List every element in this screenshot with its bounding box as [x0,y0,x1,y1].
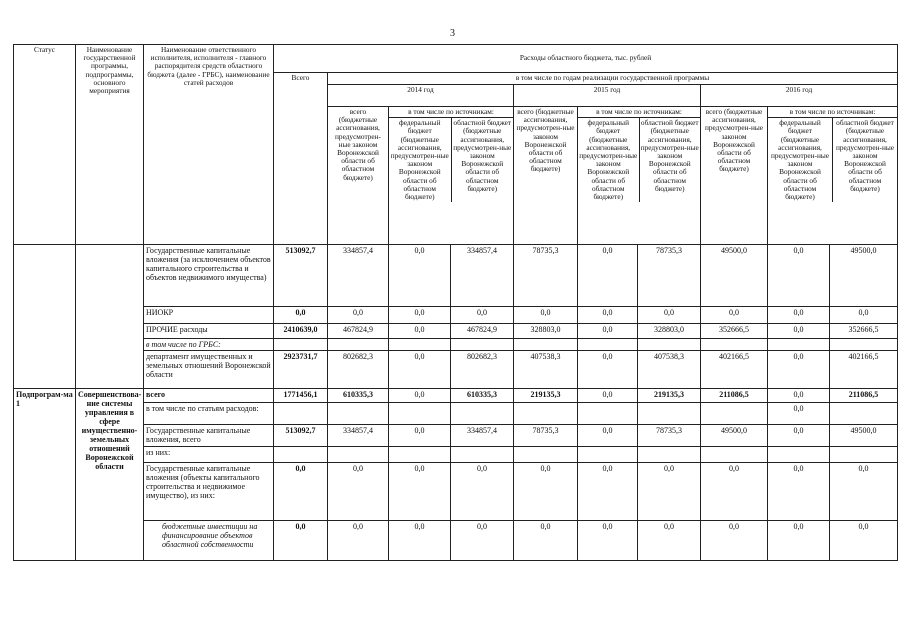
value-cell: 352666,5 [701,324,768,339]
value-cell: 78735,3 [638,245,701,307]
value-cell: 0,0 [830,307,898,324]
value-cell: 49500,0 [830,245,898,307]
value-cell: 49500,0 [701,245,768,307]
header-executor: Наименование ответственного исполнителя, исполнителя - главного распорядителя средств областного бюджета (далее - ГРБС), наименование статей расходов [144,45,274,245]
row-label: из них: [144,447,274,463]
value-cell [514,339,578,351]
value-cell: 802682,3 [328,351,389,389]
value-cell [830,339,898,351]
header-year-2016: 2016 год [701,85,898,107]
value-cell: 0,0 [578,389,638,403]
row-label: всего [144,389,274,403]
header-2014-federal: федеральный бюджет (бюджетные ассигнования, предусмотрен-ные законом Воронежской области об областном бюджете) [389,118,452,202]
value-cell: 467824,9 [451,324,514,339]
value-cell [638,339,701,351]
value-cell: 0,0 [768,307,830,324]
value-cell [578,339,638,351]
value-cell [638,447,701,463]
value-cell: 2410639,0 [274,324,328,339]
value-cell [701,339,768,351]
header-2016-total: всего (бюджетные ассигнования, предусмотрен-ные законом Воронежской области об областном бюджете) [701,107,768,245]
value-cell: 513092,7 [274,245,328,307]
value-cell: 0,0 [514,463,578,521]
value-cell: 0,0 [514,307,578,324]
value-cell [514,403,578,425]
value-cell: 0,0 [768,403,830,425]
value-cell: 49500,0 [701,425,768,447]
value-cell: 0,0 [389,351,451,389]
value-cell [578,447,638,463]
row-label: департамент имущественных и земельных отношений Воронежской области [144,351,274,389]
value-cell: 0,0 [768,389,830,403]
value-cell [451,403,514,425]
value-cell [830,403,898,425]
page-number: 3 [450,28,455,39]
header-2016-by-sources: в том числе по источникам: [768,107,897,118]
value-cell: 0,0 [328,521,389,561]
header-2015-total: всего (бюджетные ассигнования, предусмотрен-ные законом Воронежской области об областном бюджете) [514,107,578,245]
value-cell: 0,0 [274,307,328,324]
value-cell [274,339,328,351]
value-cell [328,403,389,425]
table-row [14,307,898,324]
value-cell: 0,0 [389,521,451,561]
header-2015-federal: федеральный бюджет (бюджетные ассигнования, предусмотрен-ные законом Воронежской области об областном бюджете) [578,118,640,202]
value-cell [328,447,389,463]
program-name-cell [76,245,144,389]
header-expenses: Расходы областного бюджета, тыс. рублей [274,45,898,73]
value-cell: 0,0 [389,463,451,521]
value-cell: 0,0 [768,425,830,447]
value-cell: 0,0 [701,307,768,324]
value-cell [274,447,328,463]
value-cell: 0,0 [578,351,638,389]
value-cell: 0,0 [830,463,898,521]
header-status: Статус [14,45,76,245]
value-cell [451,447,514,463]
table-row [14,339,898,351]
value-cell: 802682,3 [451,351,514,389]
value-cell: 219135,3 [638,389,701,403]
value-cell: 0,0 [768,324,830,339]
table-row [14,425,898,447]
value-cell: 49500,0 [830,425,898,447]
header-year-2014: 2014 год [328,85,514,107]
header-program-name: Наименование государственной программы, подпрограммы, основного мероприятия [76,45,144,245]
value-cell: 0,0 [514,521,578,561]
value-cell [830,447,898,463]
header-2015-regional: областной бюджет (бюджетные ассигнования, предусмотрен-ные законом Воронежской области об областном бюджете) [640,118,699,193]
value-cell: 0,0 [389,307,451,324]
value-cell: 0,0 [578,245,638,307]
value-cell: 610335,3 [451,389,514,403]
header-2016-regional: областной бюджет (бюджетные ассигнования, предусмотрен-ные законом Воронежской области об областном бюджете) [835,118,894,193]
value-cell [389,447,451,463]
value-cell [638,403,701,425]
value-cell: 610335,3 [328,389,389,403]
value-cell: 0,0 [389,389,451,403]
value-cell: 0,0 [451,307,514,324]
value-cell: 0,0 [274,463,328,521]
status-cell [14,245,76,389]
value-cell [701,447,768,463]
table-row [14,403,898,425]
value-cell: 328803,0 [638,324,701,339]
value-cell: 219135,3 [514,389,578,403]
value-cell: 0,0 [701,463,768,521]
value-cell: 334857,4 [328,245,389,307]
table-row [14,521,898,561]
value-cell [768,447,830,463]
value-cell [451,339,514,351]
value-cell: 0,0 [768,351,830,389]
value-cell: 78735,3 [514,425,578,447]
header-total: Всего [274,73,328,245]
value-cell: 328803,0 [514,324,578,339]
row-label: Государственные капитальные вложения (объекты капитального строительства и недвижимое имущество), из них: [144,463,274,521]
header-2014-total: всего (бюджетные ассигнования, предусмотрен-ные законом Воронежской области об областном бюджете) [328,107,389,245]
row-label: НИОКР [144,307,274,324]
value-cell: 402166,5 [701,351,768,389]
value-cell: 467824,9 [328,324,389,339]
value-cell [768,339,830,351]
value-cell: 0,0 [389,245,451,307]
row-label: в том числе по ГРБС: [144,339,274,351]
value-cell: 402166,5 [830,351,898,389]
value-cell: 211086,5 [830,389,898,403]
header-2015-by-sources: в том числе по источникам: [578,107,700,118]
value-cell: 78735,3 [638,425,701,447]
table-row [14,447,898,463]
value-cell [389,339,451,351]
table-row [14,351,898,389]
value-cell: 407538,3 [638,351,701,389]
table-row [14,245,898,307]
value-cell: 1771456,1 [274,389,328,403]
value-cell: 513092,7 [274,425,328,447]
header-year-2015: 2015 год [514,85,701,107]
value-cell: 0,0 [701,521,768,561]
value-cell: 0,0 [578,425,638,447]
value-cell: 0,0 [768,463,830,521]
header-2016-federal: федеральный бюджет (бюджетные ассигнования, предусмотрен-ные законом Воронежской области об областном бюджете) [768,118,833,202]
row-label: в том числе по статьям расходов: [144,403,274,425]
value-cell [389,403,451,425]
value-cell: 334857,4 [451,245,514,307]
value-cell: 0,0 [451,463,514,521]
row-label: бюджетные инвестиции на финансирование объектов областной собственности [144,521,274,561]
value-cell: 407538,3 [514,351,578,389]
value-cell: 0,0 [768,521,830,561]
value-cell: 0,0 [638,521,701,561]
budget-table [13,44,898,561]
value-cell: 0,0 [451,521,514,561]
row-label: ПРОЧИЕ расходы [144,324,274,339]
value-cell: 211086,5 [701,389,768,403]
table-row [14,324,898,339]
value-cell: 0,0 [638,463,701,521]
value-cell: 0,0 [768,245,830,307]
value-cell: 0,0 [578,324,638,339]
value-cell: 0,0 [578,521,638,561]
value-cell: 0,0 [638,307,701,324]
header-2014-by-sources: в том числе по источникам: [389,107,513,118]
value-cell: 334857,4 [328,425,389,447]
row-label: Государственные капитальные вложения, всего [144,425,274,447]
table-row [14,463,898,521]
value-cell [274,403,328,425]
value-cell [328,339,389,351]
value-cell [701,403,768,425]
value-cell: 0,0 [328,463,389,521]
row-label: Государственные капитальные вложения (за исключением объектов капитального строительства и объектов недвижимого имущества) [144,245,274,307]
value-cell [578,403,638,425]
header-by-years: в том числе по годам реализации государственной программы [328,73,898,85]
value-cell: 0,0 [389,425,451,447]
subprogram-status: Подпрограм-ма 1 [14,389,76,561]
table-row [14,389,898,403]
subprogram-name: Совершенствова-ние системы управления в сфере имущественно-земельных отношений Воронежской области [76,389,144,561]
value-cell: 0,0 [274,521,328,561]
value-cell: 334857,4 [451,425,514,447]
value-cell: 0,0 [389,324,451,339]
value-cell: 0,0 [578,307,638,324]
value-cell [514,447,578,463]
value-cell: 0,0 [328,307,389,324]
value-cell: 0,0 [830,521,898,561]
value-cell: 352666,5 [830,324,898,339]
header-2014-regional: областной бюджет (бюджетные ассигнования, предусмотрен-ные законом Воронежской области об областном бюджете) [453,118,512,193]
value-cell: 0,0 [578,463,638,521]
value-cell: 2923731,7 [274,351,328,389]
value-cell: 78735,3 [514,245,578,307]
